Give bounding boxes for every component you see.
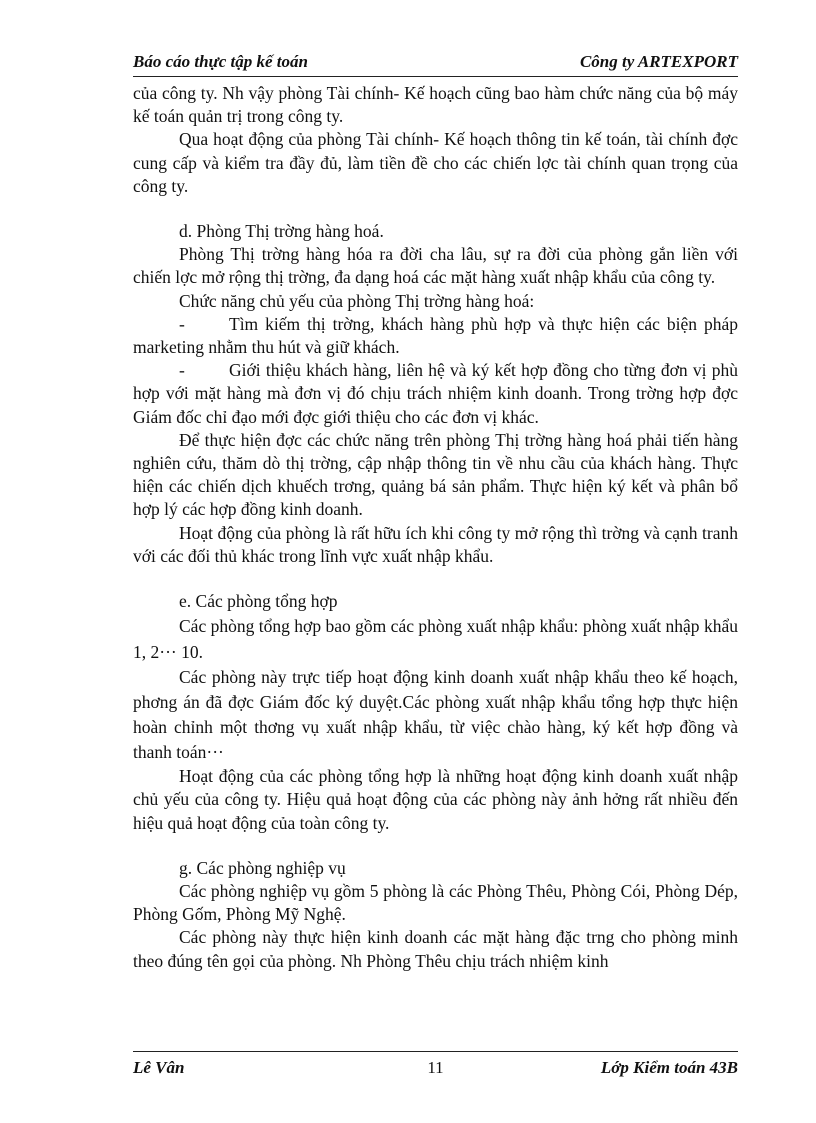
paragraph: Các phòng này trực tiếp hoạt động kinh doanh xuất nhập khẩu theo kế hoạch, phơng án đã đợc Giám đốc ký duyệt.Các phòng xuất nhập khẩu tổng hợp thực hiện hoàn chỉnh một thơng vụ xuất nhập khẩu, từ việc chào hàng, ký kết hợp đồng và thanh toán···	[133, 667, 738, 763]
bullet-text: Giới thiệu khách hàng, liên hệ và ký kết hợp đồng cho từng đơn vị phù hợp với mặt hàng mà đơn vị đó chịu trách nhiệm kinh doanh. Trong trờng hợp đợc Giám đốc chỉ đạo mới đợc giới thiệu cho các đơn vị khác.	[133, 360, 738, 427]
page-number: 11	[427, 1058, 444, 1077]
footer-class: Lớp Kiểm toán 43B	[600, 1058, 738, 1077]
paragraph: Chức năng chủ yếu của phòng Thị trờng hàng hoá:	[179, 290, 535, 311]
paragraph: Các phòng nghiệp vụ gồm 5 phòng là các Phòng Thêu, Phòng Cói, Phòng Dép, Phòng Gốm, Phòng Mỹ Nghệ.	[133, 881, 738, 925]
page-header	[133, 50, 738, 77]
paragraph: Để thực hiện đợc các chức năng trên phòng Thị trờng hàng hoá phải tiến hàng nghiên cứu, thăm dò thị trờng, cập nhập thông tin về nhu cầu của khách hàng. Thực hiện các chiến dịch khuếch trơng, quảng bá sản phẩm. Thực hiện ký kết và phân bổ hợp lý các hợp đồng kinh doanh.	[133, 429, 738, 520]
paragraph: Qua hoạt động của phòng Tài chính- Kế hoạch thông tin kế toán, tài chính đợc cung cấp và kiểm tra đầy đủ, làm tiền đề cho các chiến lợc tài chính quan trọng của công ty.	[133, 129, 738, 196]
section-heading-e: e. Các phòng tổng hợp	[179, 591, 338, 612]
bullet-text: Tìm kiếm thị trờng, khách hàng phù hợp và thực hiện các biện pháp marketing nhằm thu hút và giữ khách.	[133, 313, 738, 358]
paragraph: Các phòng tổng hợp bao gồm các phòng xuất nhập khẩu: phòng xuất nhập khẩu 1, 2··· 10.	[133, 616, 738, 663]
bullet-mark: -	[179, 360, 185, 381]
bullet-item	[133, 313, 738, 359]
paragraph: Hoạt động của phòng là rất hữu ích khi công ty mở rộng thì trờng và cạnh tranh với các đối thủ khác trong lĩnh vực xuất nhập khẩu.	[133, 522, 738, 566]
footer-author: Lê Vân	[133, 1058, 185, 1077]
section-heading-g: g. Các phòng nghiệp vụ	[179, 857, 346, 878]
paragraph: Hoạt động của các phòng tổng hợp là những hoạt động kinh doanh xuất nhập chủ yếu của công ty. Hiệu quả hoạt động của các phòng này ảnh hởng rất nhiều đến hiệu quả hoạt động của toàn công ty.	[133, 766, 738, 833]
page-body	[133, 82, 738, 973]
bullet-item	[133, 359, 738, 429]
paragraph: của công ty. Nh vậy phòng Tài chính- Kế hoạch cũng bao hàm chức năng của bộ máy kế toán quản trị trong công ty.	[133, 83, 738, 127]
page-footer	[133, 1051, 738, 1076]
header-company-name: Công ty ARTEXPORT	[579, 52, 738, 71]
paragraph: Các phòng này thực hiện kinh doanh các mặt hàng đặc trng cho phòng minh theo đúng tên gọi của phòng. Nh Phòng Thêu chịu trách nhiệm kinh	[133, 927, 738, 971]
bullet-mark: -	[179, 313, 185, 334]
paragraph: Phòng Thị trờng hàng hóa ra đời cha lâu, sự ra đời của phòng gắn liền với chiến lợc mở rộng thị trờng, đa dạng hoá các mặt hàng xuất nhập khẩu của công ty.	[133, 244, 738, 288]
section-heading-d: d. Phòng Thị trờng hàng hoá.	[179, 221, 384, 242]
header-report-title: Báo cáo thực tập kế toán	[133, 52, 308, 71]
